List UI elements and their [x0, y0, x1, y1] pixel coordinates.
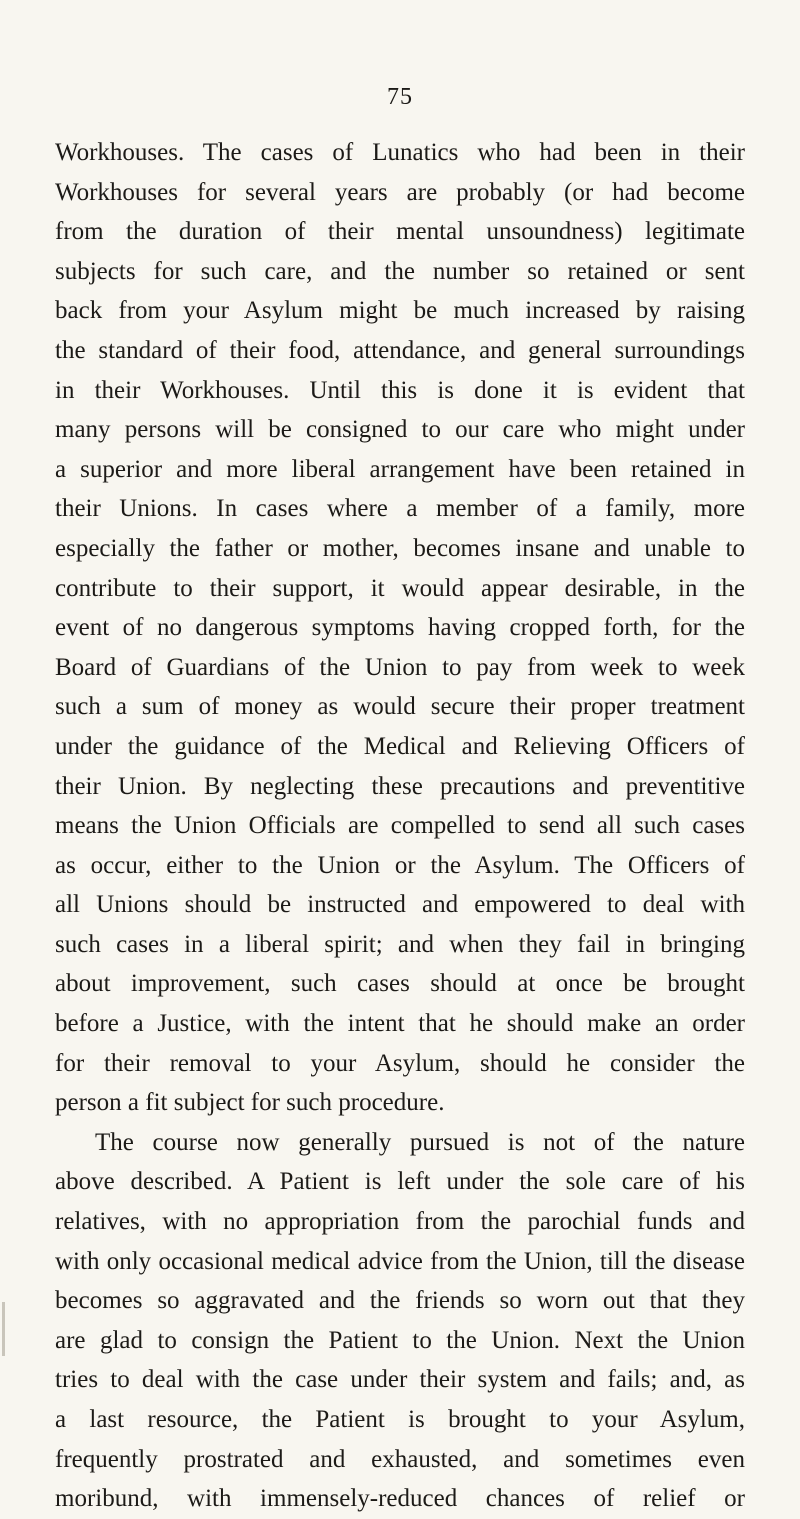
text-line: under the guidance of the Medical and Relieving Officers of: [55, 732, 745, 760]
body-text: [55, 133, 745, 1519]
text-line: means the Union Officials are compelled to send all such cases: [55, 812, 745, 840]
text-line: with only occasional medical advice from the Union, till the disease: [55, 1247, 745, 1275]
text-line: for their removal to your Asylum, should he consider the: [55, 1049, 745, 1077]
text-line: Board of Guardians of the Union to pay from week to week: [55, 653, 745, 681]
text-line: Workhouses for several years are probably (or had become: [55, 178, 745, 206]
text-line: moribund, with immensely-reduced chances of relief or: [55, 1485, 745, 1513]
text-line: relatives, with no appropriation from the parochial funds and: [55, 1208, 745, 1236]
text-line: from the duration of their mental unsoundness) legitimate: [55, 218, 745, 246]
text-line: such cases in a liberal spirit; and when they fail in bringing: [55, 930, 745, 958]
text-line: all Unions should be instructed and empowered to deal with: [55, 891, 745, 919]
text-line: becomes so aggravated and the friends so worn out that they: [55, 1287, 745, 1315]
text-line: contribute to their support, it would appear desirable, in the: [55, 574, 745, 602]
paragraph-start-line: The course now generally pursued is not of the nature: [95, 1128, 745, 1156]
text-line: Workhouses. The cases of Lunatics who had been in their: [55, 139, 745, 166]
text-line: a last resource, the Patient is brought to your Asylum,: [55, 1406, 745, 1433]
text-line: before a Justice, with the intent that he should make an order: [55, 1010, 745, 1038]
text-line: back from your Asylum might be much increased by raising: [55, 297, 745, 325]
text-line: as occur, either to the Union or the Asylum. The Officers of: [55, 851, 745, 879]
text-line: such a sum of money as would secure their proper treatment: [55, 693, 745, 721]
text-line: their Union. By neglecting these precautions and preventitive: [55, 772, 745, 800]
text-line: event of no dangerous symptoms having cropped forth, for the: [55, 614, 745, 642]
text-line: about improvement, such cases should at once be brought: [55, 970, 745, 998]
text-line: especially the father or mother, becomes insane and unable to: [55, 534, 745, 562]
text-line: above described. A Patient is left under the sole care of his: [55, 1168, 745, 1196]
text-line: many persons will be consigned to our care who might under: [55, 416, 745, 444]
paragraph-end-line: person a fit subject for such procedure.: [55, 1089, 445, 1117]
text-line: frequently prostrated and exhausted, and sometimes even: [55, 1445, 745, 1473]
text-line: their Unions. In cases where a member of a family, more: [55, 495, 745, 523]
text-line: the standard of their food, attendance, and general surroundings: [55, 336, 745, 364]
text-line: a superior and more liberal arrangement have been retained in: [55, 455, 745, 483]
text-line: in their Workhouses. Until this is done it is evident that: [55, 376, 745, 404]
text-line: tries to deal with the case under their system and fails; and, as: [55, 1366, 745, 1394]
text-line: are glad to consign the Patient to the Union. Next the Union: [55, 1326, 745, 1354]
page-number: 75: [387, 84, 413, 110]
text-line: subjects for such care, and the number so retained or sent: [55, 257, 745, 285]
page-edge-mark: [2, 1302, 5, 1356]
